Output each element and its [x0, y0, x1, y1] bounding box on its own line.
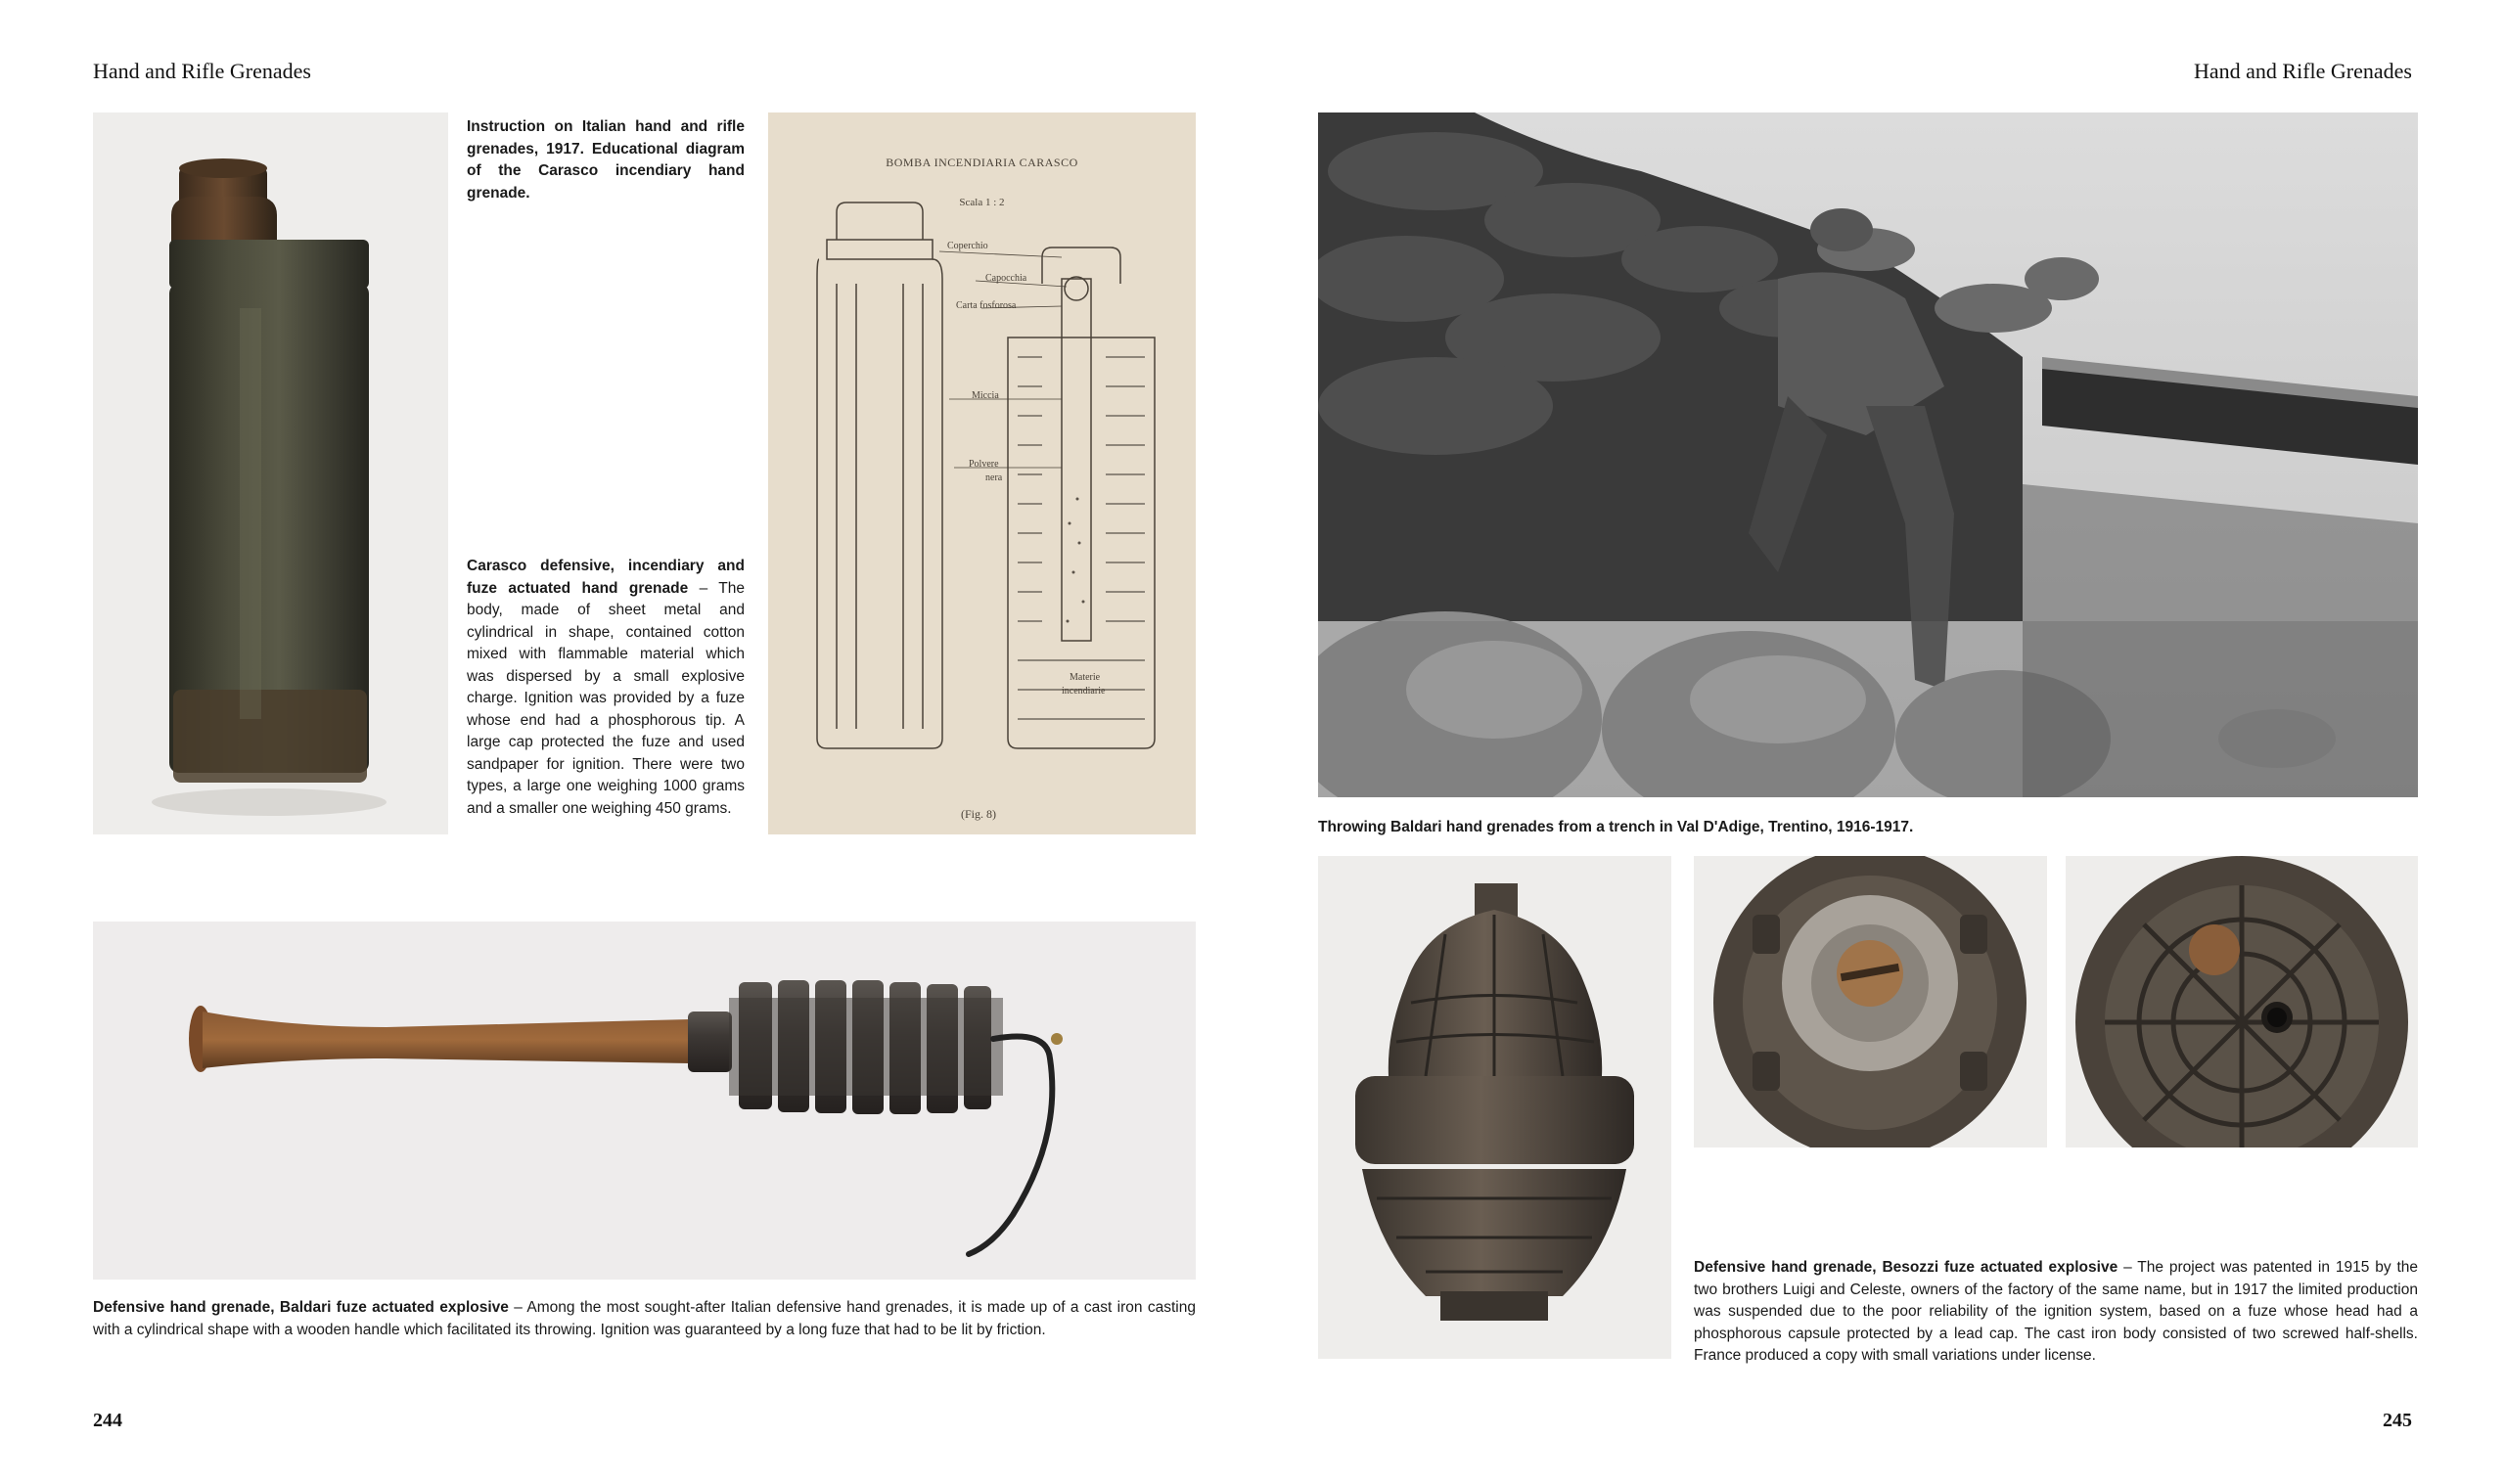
- caption-trench: Throwing Baldari hand grenades from a trench in Val D'Adige, Trentino, 1916-1917.: [1318, 819, 1914, 835]
- page-number-right: 245: [2383, 1410, 2412, 1431]
- diagram-label-coperchio: Coperchio: [947, 241, 988, 251]
- running-head-right: Hand and Rifle Grenades: [2194, 59, 2412, 83]
- diagram-label-incendiarie: incendiarie: [1062, 686, 1106, 697]
- diagram-label-nera: nera: [985, 472, 1003, 483]
- besozzi-grenade-side-photo: [1318, 856, 1671, 1359]
- diagram-label-carta: Carta fosforosa: [956, 300, 1017, 311]
- carasco-diagram: [768, 112, 1196, 834]
- caption-baldari-title: Defensive hand grenade, Baldari fuze actuated explosive: [93, 1299, 509, 1316]
- trench-photo: [1318, 112, 2418, 797]
- caption-carasco-title: Carasco defensive, incendiary and fuze actuated hand grenade: [467, 558, 745, 597]
- baldari-grenade-photo: [93, 922, 1196, 1280]
- diagram-label-materie: Materie: [1070, 672, 1101, 683]
- caption-baldari: [93, 1297, 1196, 1341]
- diagram-fig-label: (Fig. 8): [961, 807, 996, 821]
- caption-besozzi-body: – The project was patented in 1915 by the two brothers Luigi and Celeste, owners of the factory of the same name, but in 1917 the limited production was suspended due to the poor reliability of the ignition system, based on a fuze whose head had a phosphorous capsule protected by a lead cap. The cast iron body consisted of two screwed half-shells. France produced a copy with small variations under license.: [1694, 1259, 2418, 1364]
- diagram-label-polvere: Polvere: [969, 459, 999, 470]
- caption-besozzi: [1694, 1257, 2418, 1368]
- page-number-left: 244: [93, 1410, 122, 1431]
- running-head-left: Hand and Rifle Grenades: [93, 59, 311, 83]
- caption-besozzi-title: Defensive hand grenade, Besozzi fuze actuated explosive: [1694, 1259, 2118, 1276]
- caption-carasco: [467, 556, 745, 820]
- besozzi-grenade-bottom-photo: [2066, 856, 2418, 1147]
- caption-carasco-body: – The body, made of sheet metal and cylindrical in shape, contained cotton mixed with flammable material which was dispersed by a small explosive charge. Ignition was provided by a fuze whose end had a phosphorous tip. A large cap protected the fuze and used sandpaper for ignition. There were two types, a large one weighing 1000 grams and a smaller one weighing 450 grams.: [467, 579, 746, 817]
- diagram-label-miccia: Miccia: [972, 390, 999, 401]
- diagram-title: BOMBA INCENDIARIA CARASCO: [886, 156, 1078, 169]
- besozzi-grenade-top-photo: [1694, 856, 2047, 1147]
- diagram-label-capocchia: Capocchia: [985, 273, 1027, 284]
- caption-instruction: Instruction on Italian hand and rifle grenades, 1917. Educational diagram of the Carasco incendiary hand grenade.: [467, 118, 745, 202]
- carasco-grenade-photo: [93, 112, 448, 834]
- diagram-scale: Scala 1 : 2: [959, 197, 1005, 208]
- caption-baldari-body: – Among the most sought-after Italian defensive hand grenades, it is made up of a cast iron casting with a cylindrical shape with a wooden handle which facilitated its throwing. Ignition was guaranteed by a long fuze that had to be lit by friction.: [93, 1299, 1196, 1338]
